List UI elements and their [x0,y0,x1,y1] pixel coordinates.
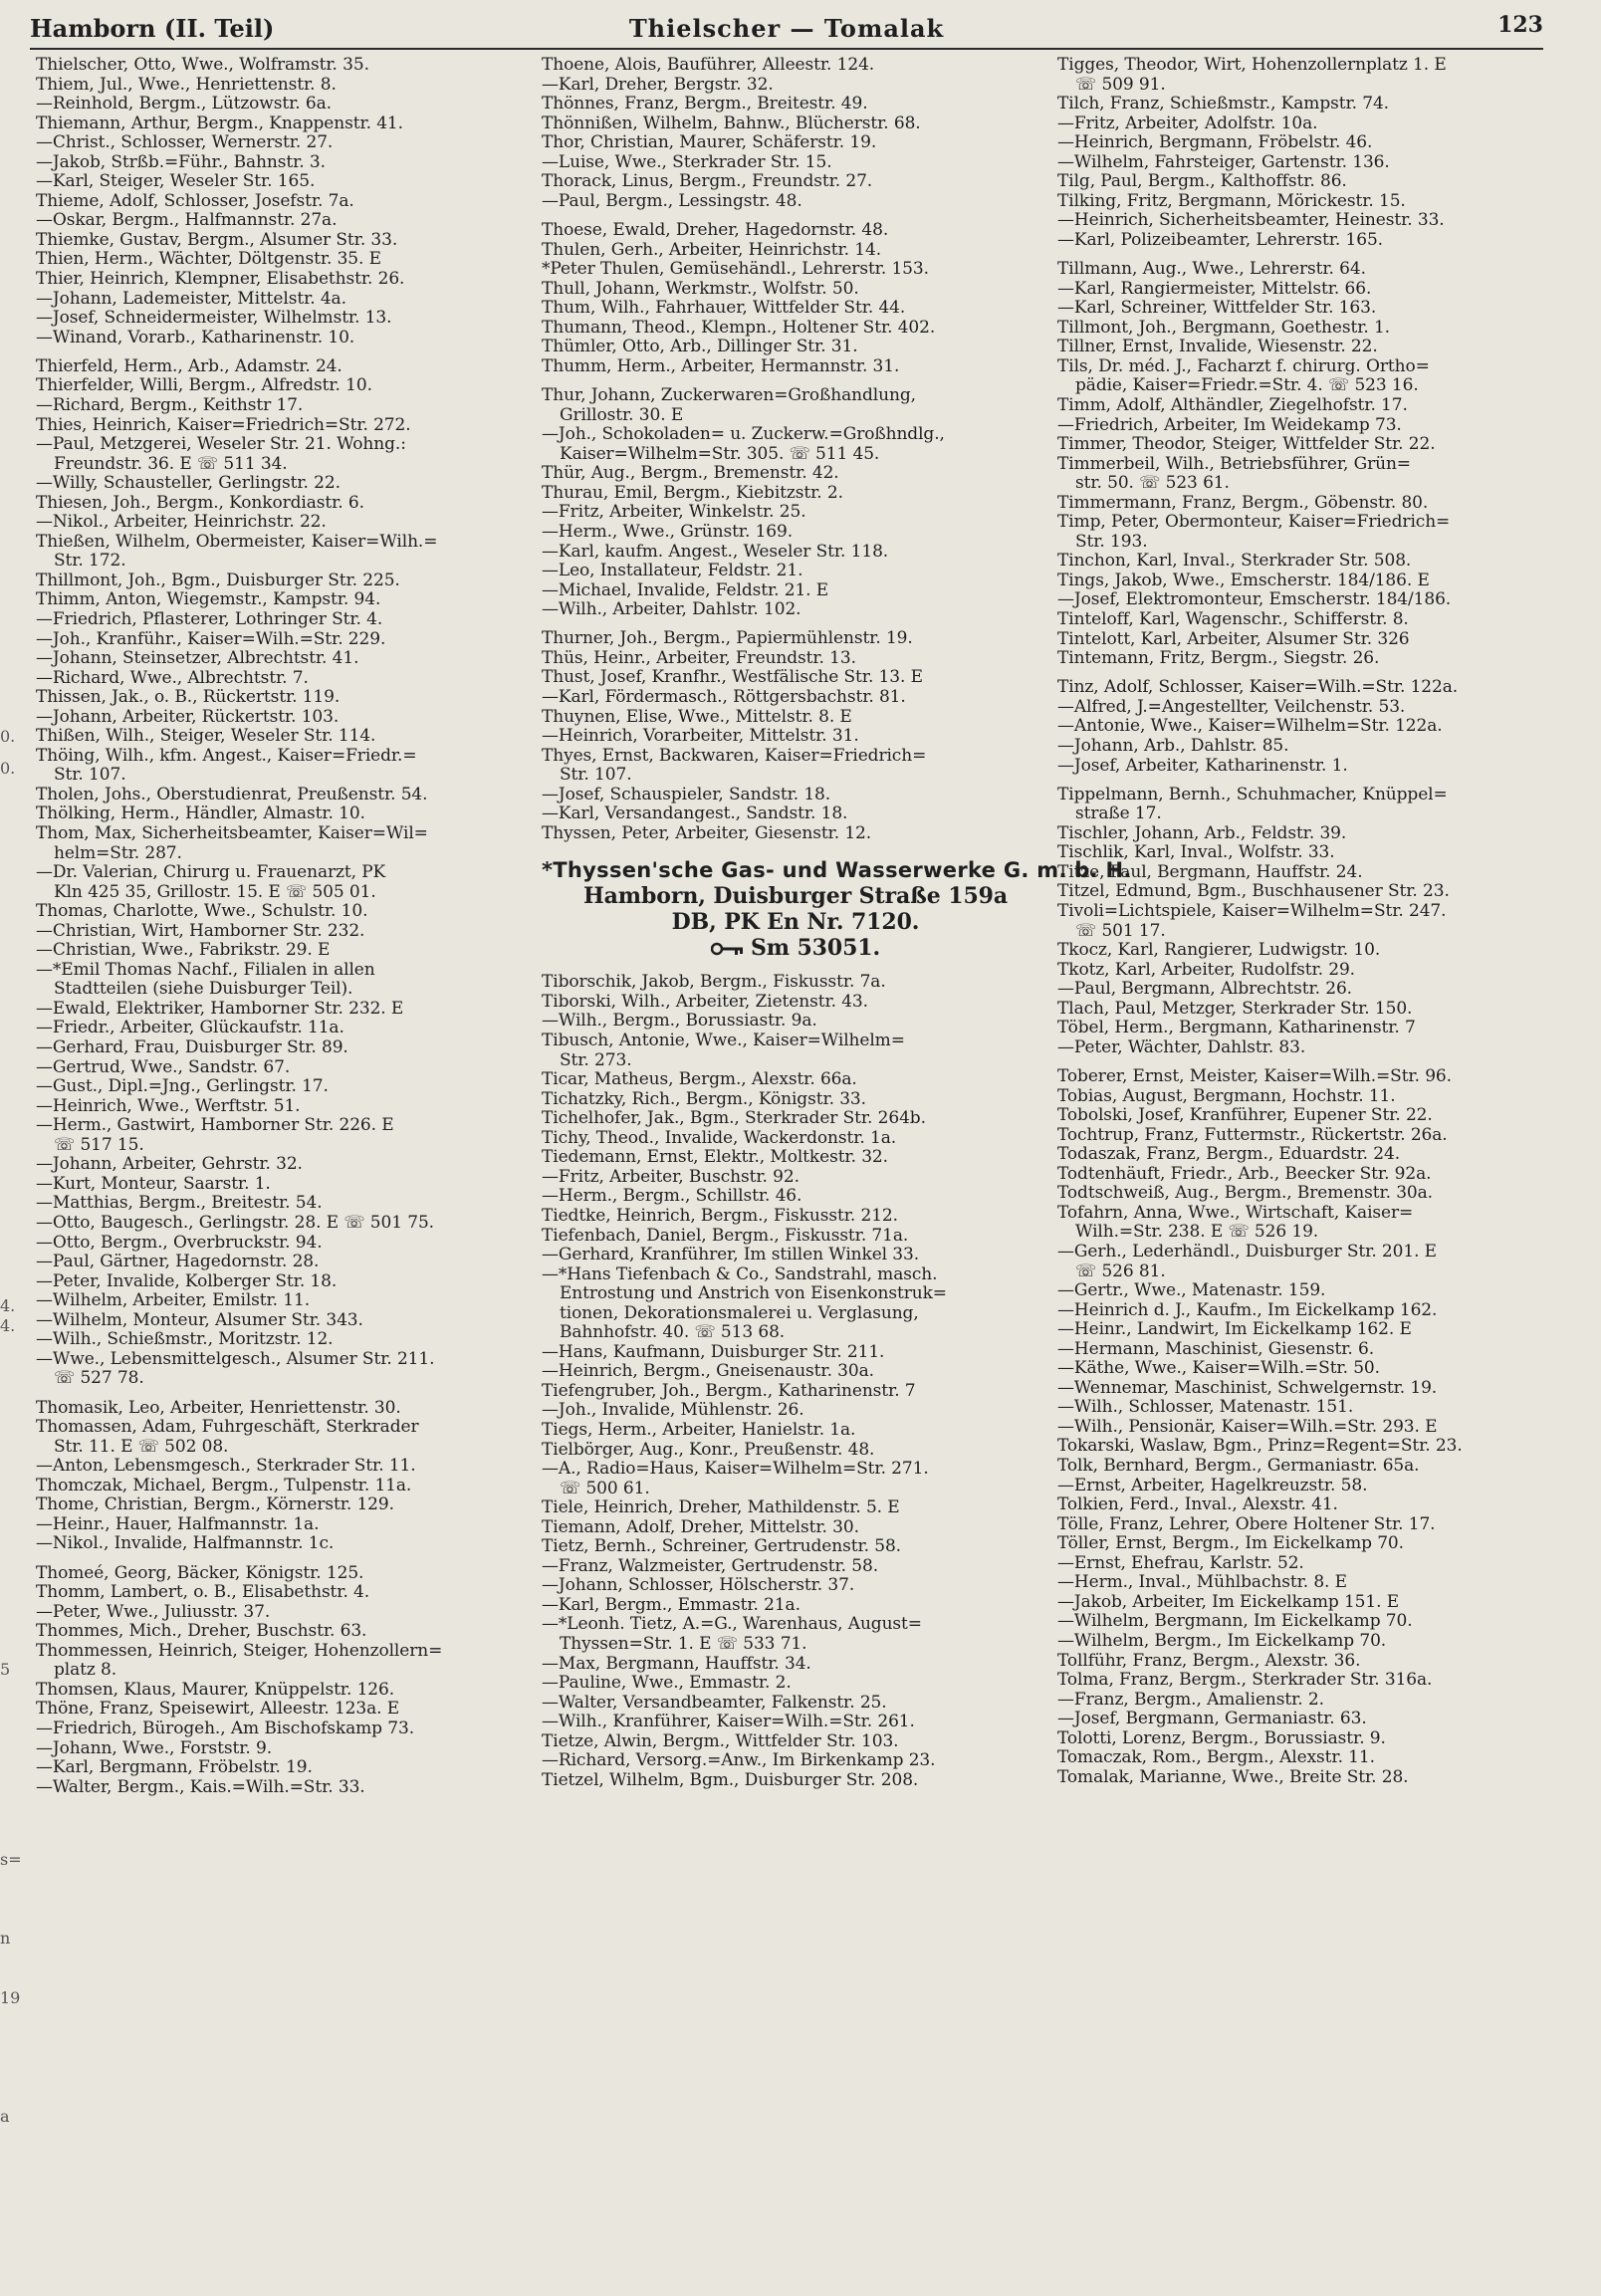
directory-entry: —Wwe., Lebensmittelgesch., Alsumer Str. 211. [36,1349,435,1369]
directory-entry: Thießen, Wilhelm, Obermeister, Kaiser=Wilh.= [36,532,438,552]
entry-spacer [36,1389,524,1399]
directory-entry: Tischlik, Karl, Inval., Wolfstr. 33. [1057,843,1335,863]
directory-entry: Thierfelder, Willi, Bergm., Alfredstr. 10. [36,376,372,396]
directory-entry-continuation: Grillostr. 30. E [560,405,684,425]
edge-mark: 4. [0,1296,16,1315]
directory-entry: Timmermann, Franz, Bergm., Göbenstr. 80. [1057,493,1429,513]
directory-entry: Thumann, Theod., Klempn., Holtener Str. 402. [542,318,936,338]
directory-entry: Thümler, Otto, Arb., Dillinger Str. 31. [542,338,858,357]
entry-spacer [542,620,1049,630]
directory-entry: —Johann, Steinsetzer, Albrechtstr. 41. [36,649,359,669]
advertisement-phone: Sm 53051. [750,935,881,962]
directory-entry: —Karl, Bergmann, Fröbelstr. 19. [36,1758,313,1778]
directory-entry: Töbel, Herm., Bergmann, Katharinenstr. 7 [1057,1019,1416,1038]
directory-entry: —Oskar, Bergm., Halfmannstr. 27a. [36,211,338,231]
directory-entry: —Paul, Bergmann, Albrechtstr. 26. [1057,980,1352,1000]
directory-entry: Tils, Dr. méd. J., Facharzt f. chirurg. Ortho= [1057,356,1430,376]
directory-entry-continuation: Str. 193. [1075,532,1148,552]
directory-entry: —Johann, Wwe., Forststr. 9. [36,1738,273,1758]
directory-entry: Tichatzky, Rich., Bergm., Königstr. 33. [542,1089,866,1109]
directory-entry: —Paul, Bergm., Lessingstr. 48. [542,191,802,211]
directory-entry: —Heinrich, Bergm., Gneisenaustr. 30a. [542,1362,874,1382]
directory-entry: Tiborschik, Jakob, Bergm., Fiskusstr. 7a. [542,973,886,993]
directory-entry: —Heinrich, Wwe., Werftstr. 51. [36,1096,301,1116]
directory-entry: Thöne, Franz, Speisewirt, Alleestr. 123a. E [36,1700,400,1720]
directory-entry: —Fritz, Arbeiter, Winkelstr. 25. [542,503,806,523]
directory-entry-continuation: Str. 172. [54,552,126,572]
directory-entry: Thumm, Herm., Arbeiter, Hermannstr. 31. [542,356,900,376]
directory-entry: —Walter, Bergm., Kais.=Wilh.=Str. 33. [36,1777,365,1797]
directory-entry: Thurner, Joh., Bergm., Papiermühlenstr. 19. [542,629,913,649]
directory-entry: —Richard, Versorg.=Anw., Im Birkenkamp 23. [542,1751,936,1771]
directory-entry: Tietz, Bernh., Schreiner, Gertrudenstr. 58. [542,1537,901,1557]
directory-entry: —Peter, Wwe., Juliusstr. 37. [36,1602,271,1622]
edge-mark: 19 [0,1988,21,2007]
directory-entry: —Wilhelm, Bergm., Im Eickelkamp 70. [1057,1631,1387,1651]
directory-entry: —Heinrich, Sicherheitsbeamter, Heinestr. 33. [1057,211,1445,231]
directory-entry: —Wilhelm, Monteur, Alsumer Str. 343. [36,1310,363,1330]
directory-entry: Thomm, Lambert, o. B., Elisabethstr. 4. [36,1583,370,1603]
directory-entry: Tings, Jakob, Wwe., Emscherstr. 184/186. E [1057,571,1430,590]
directory-entry: Thier, Heinrich, Klempner, Elisabethstr. 26. [36,270,405,290]
directory-entry: Thissen, Jak., o. B., Rückertstr. 119. [36,688,341,708]
directory-entry: Thurau, Emil, Bergm., Kiebitzstr. 2. [542,483,843,503]
directory-entry-continuation: Thyssen=Str. 1. E ☏ 533 71. [560,1634,807,1654]
directory-entry: Titzel, Edmund, Bgm., Buschhausener Str. 23. [1057,882,1450,902]
directory-entry: Thies, Heinrich, Kaiser=Friedrich=Str. 272. [36,415,411,435]
directory-entry: —Friedrich, Arbeiter, Im Weidekamp 73. [1057,415,1402,435]
directory-entry: Timmer, Theodor, Steiger, Wittfelder Str. 22. [1057,435,1436,455]
directory-entry: *Peter Thulen, Gemüsehändl., Lehrerstr. 153. [542,260,929,280]
directory-entry: —Karl, Bergm., Emmastr. 21a. [542,1595,800,1615]
directory-entry: Thüs, Heinr., Arbeiter, Freundstr. 13. [542,648,856,668]
directory-entry-continuation: str. 50. ☏ 523 61. [1075,474,1230,494]
directory-entry: —Otto, Baugesch., Gerlingstr. 28. E ☏ 501 75. [36,1213,434,1233]
directory-entry: —Peter, Invalide, Kolberger Str. 18. [36,1271,338,1291]
edge-mark: n [0,1929,11,1948]
directory-entry: —Wennemar, Maschinist, Schwelgernstr. 19. [1057,1378,1438,1398]
directory-entry-continuation: Stadtteilen (siehe Duisburger Teil). [54,980,353,1000]
directory-entry: Tomaczak, Rom., Bergm., Alexstr. 11. [1057,1748,1375,1768]
directory-entry: Tolkien, Ferd., Inval., Alexstr. 41. [1057,1495,1338,1515]
directory-entry: Thommes, Mich., Dreher, Buschstr. 63. [36,1622,367,1642]
directory-entry-continuation: helm=Str. 287. [54,843,182,863]
directory-entry-continuation: ☏ 526 81. [1075,1262,1166,1281]
directory-entry: —Joh., Invalide, Mühlenstr. 26. [542,1401,804,1421]
entry-spacer [1057,669,1561,679]
directory-entry: Thuynen, Elise, Wwe., Mittelstr. 8. E [542,707,852,727]
directory-entry: Thomasik, Leo, Arbeiter, Henriettenstr. 30. [36,1398,401,1418]
directory-entry: —Matthias, Bergm., Breitestr. 54. [36,1194,323,1214]
directory-entry: Tivoli=Lichtspiele, Kaiser=Wilhelm=Str. 247. [1057,902,1447,922]
directory-column-1 [36,56,524,1797]
edge-mark: 0. [0,759,16,778]
directory-entry: Timp, Peter, Obermonteur, Kaiser=Friedrich= [1057,513,1451,533]
directory-entry: Tokarski, Waslaw, Bgm., Prinz=Regent=Str. 23. [1057,1437,1463,1457]
directory-entry: Tochtrup, Franz, Futtermstr., Rückertstr. 26a. [1057,1125,1448,1145]
directory-entry: Thöing, Wilh., kfm. Angest., Kaiser=Friedr.= [36,746,417,766]
directory-entry-continuation: straße 17. [1075,804,1162,824]
directory-entry: Thiemann, Arthur, Bergm., Knappenstr. 41. [36,114,403,133]
directory-entry: Thönnißen, Wilhelm, Bahnw., Blücherstr. 68. [542,114,921,133]
header-name-range: Thielscher — Tomalak [628,14,945,43]
directory-entry-continuation: ☏ 509 91. [1075,75,1166,95]
directory-entry: —Christ., Schlosser, Wernerstr. 27. [36,133,334,153]
directory-entry: —Nikol., Arbeiter, Heinrichstr. 22. [36,513,327,533]
directory-entry: Thyes, Ernst, Backwaren, Kaiser=Friedrich= [542,746,927,766]
directory-entry: —Heinrich, Bergmann, Fröbelstr. 46. [1057,133,1373,153]
directory-entry-continuation: Freundstr. 36. E ☏ 511 34. [54,454,288,474]
directory-entry: Timm, Adolf, Althändler, Ziegelhofstr. 17. [1057,395,1408,415]
directory-entry: —Karl, Schreiner, Wittfelder Str. 163. [1057,299,1377,319]
directory-entry: —Karl, Polizeibeamter, Lehrerstr. 165. [1057,230,1383,250]
directory-entry-continuation: Bahnhofstr. 40. ☏ 513 68. [560,1323,786,1343]
directory-entry-continuation: Str. 11. E ☏ 502 08. [54,1437,229,1457]
directory-entry: Tkotz, Karl, Arbeiter, Rudolfstr. 29. [1057,960,1355,980]
directory-entry: Tkocz, Karl, Rangierer, Ludwigstr. 10. [1057,941,1381,961]
directory-entry: Tofahrn, Anna, Wwe., Wirtschaft, Kaiser= [1057,1203,1414,1223]
edge-mark: a [0,2107,10,2126]
directory-entry: Ticar, Matheus, Bergm., Alexstr. 66a. [542,1070,857,1090]
directory-entry-continuation: Str. 107. [54,766,126,786]
directory-entry: —Wilhelm, Arbeiter, Emilstr. 11. [36,1291,311,1311]
directory-entry: Tiedemann, Ernst, Elektr., Moltkestr. 32. [542,1148,888,1168]
directory-entry-continuation: tionen, Dekorationsmalerei u. Verglasung, [560,1303,919,1323]
directory-entry: Tichy, Theod., Invalide, Wackerdonstr. 1a. [542,1128,897,1148]
directory-entry: Tippelmann, Bernh., Schuhmacher, Knüppel= [1057,785,1448,804]
directory-column-3 [1057,56,1561,1787]
directory-entry: Todaszak, Franz, Bergm., Eduardstr. 24. [1057,1145,1401,1165]
directory-entry: Thißen, Wilh., Steiger, Weseler Str. 114. [36,727,376,747]
directory-entry: —Karl, Rangiermeister, Mittelstr. 66. [1057,279,1372,299]
directory-entry: —Heinr., Landwirt, Im Eickelkamp 162. E [1057,1320,1412,1340]
directory-entry: Todtenhäuft, Friedr., Arb., Beecker Str. 92a. [1057,1164,1432,1184]
directory-entry: —Richard, Wwe., Albrechtstr. 7. [36,668,309,688]
directory-entry: Tlach, Paul, Metzger, Sterkrader Str. 150. [1057,999,1413,1019]
directory-entry-continuation: Str. 107. [560,766,632,786]
directory-entry: —Karl, kaufm. Angest., Weseler Str. 118. [542,542,889,562]
directory-entry: —Luise, Wwe., Sterkrader Str. 15. [542,152,832,172]
directory-entry: Tietzel, Wilhelm, Bgm., Duisburger Str. 208. [542,1770,919,1790]
column-2-upper-entries [542,56,1049,843]
directory-entry: Tiefengruber, Joh., Bergm., Katharinenstr. 7 [542,1381,916,1401]
directory-entry: Tölle, Franz, Lehrer, Obere Holtener Str. 17. [1057,1514,1436,1534]
directory-entry: Tobias, August, Bergmann, Hochstr. 11. [1057,1086,1396,1106]
directory-entry: Tobolski, Josef, Kranführer, Eupener Str. 22. [1057,1106,1433,1126]
directory-entry: —Hermann, Maschinist, Giesenstr. 6. [1057,1339,1375,1359]
column-2-lower-entries [542,973,1049,1790]
directory-entry: —Wilh., Kranführer, Kaiser=Wilh.=Str. 261. [542,1713,915,1732]
directory-entry: —Heinr., Hauer, Halfmannstr. 1a. [36,1514,320,1534]
directory-entry: —Karl, Dreher, Bergstr. 32. [542,75,774,95]
directory-entry: —Gerhard, Kranführer, Im stillen Winkel 33. [542,1246,920,1265]
directory-entry: —Peter, Wächter, Dahlstr. 83. [1057,1037,1306,1057]
directory-entry: —Herm., Bergm., Schillstr. 46. [542,1187,802,1207]
edge-mark: 5 [0,1660,11,1679]
directory-entry: Tollführ, Franz, Bergm., Alexstr. 36. [1057,1651,1361,1671]
directory-entry: Todtschweiß, Aug., Bergm., Bremenstr. 30a. [1057,1184,1433,1204]
directory-entry: —Wilh., Schlosser, Matenastr. 151. [1057,1398,1354,1418]
directory-entry: —Gerhard, Frau, Duisburger Str. 89. [36,1038,348,1058]
directory-entry: —Karl, Versandangest., Sandstr. 18. [542,804,848,824]
directory-entry: —Ernst, Arbeiter, Hagelkreuzstr. 58. [1057,1476,1368,1495]
directory-entry: Tholen, Johs., Oberstudienrat, Preußenstr. 54. [36,785,428,804]
directory-entry: Thust, Josef, Kranfhr., Westfälische Str. 13. E [542,668,923,688]
directory-entry: —Joh., Schokoladen= u. Zuckerw.=Großhndlg., [542,425,945,445]
directory-entry: Tischler, Johann, Arb., Feldstr. 39. [1057,823,1347,843]
directory-entry: Thoese, Ewald, Dreher, Hagedornstr. 48. [542,221,889,241]
directory-entry: —Josef, Bergmann, Germaniastr. 63. [1057,1710,1367,1729]
directory-entry: Thomsen, Klaus, Maurer, Knüppelstr. 126. [36,1680,395,1700]
directory-entry: —Fritz, Arbeiter, Adolfstr. 10a. [1057,114,1318,133]
directory-entry-continuation: platz 8. [54,1661,117,1681]
directory-entry: Thür, Aug., Bergm., Bremenstr. 42. [542,464,839,484]
directory-entry: —Paul, Metzgerei, Weseler Str. 21. Wohng.: [36,435,406,455]
directory-entry: Thimm, Anton, Wiegemstr., Kampstr. 94. [36,590,381,610]
directory-entry: Thieme, Adolf, Schlosser, Josefstr. 7a. [36,191,354,211]
advertisement-contact: DB, PK En Nr. 7120. [671,909,920,936]
directory-entry: —Willy, Schausteller, Gerlingstr. 22. [36,474,341,494]
directory-entry: Tilg, Paul, Bergm., Kalthoffstr. 86. [1057,172,1347,192]
directory-entry: —Antonie, Wwe., Kaiser=Wilhelm=Str. 122a. [1057,717,1443,737]
telephone-key-icon [711,942,745,956]
directory-entry-continuation: ☏ 517 15. [54,1135,144,1155]
left-edge-marks [0,0,22,2296]
directory-entry: Thölking, Herm., Händler, Almastr. 10. [36,804,365,824]
directory-entry: —Josef, Arbeiter, Katharinenstr. 1. [1057,756,1348,776]
directory-entry: —Max, Bergmann, Hauffstr. 34. [542,1654,811,1674]
directory-entry: —Ewald, Elektriker, Hamborner Str. 232. E [36,999,404,1019]
directory-entry: Tolma, Franz, Bergm., Sterkrader Str. 316a. [1057,1671,1433,1691]
directory-entry-continuation: pädie, Kaiser=Friedr.=Str. 4. ☏ 523 16. [1075,376,1419,396]
edge-mark: 0. [0,727,16,746]
directory-entry-continuation: ☏ 527 78. [54,1369,144,1389]
directory-entry: —Reinhold, Bergm., Lützowstr. 6a. [36,95,332,115]
directory-entry: Timmerbeil, Wilh., Betriebsführer, Grün= [1057,454,1411,474]
directory-entry: —*Leonh. Tietz, A.=G., Warenhaus, August= [542,1615,922,1635]
directory-entry: —Jakob, Strßb.=Führ., Bahnstr. 3. [36,152,326,172]
directory-entry: Tiegs, Herm., Arbeiter, Hanielstr. 1a. [542,1420,856,1440]
directory-entry: —Josef, Elektromonteur, Emscherstr. 184/186. [1057,590,1452,610]
directory-entry: Tietze, Alwin, Bergm., Wittfelder Str. 103. [542,1731,899,1751]
directory-entry: —Johann, Lademeister, Mittelstr. 4a. [36,289,346,309]
directory-entry: —Heinrich d. J., Kaufm., Im Eickelkamp 162. [1057,1300,1438,1320]
directory-entry: —Wilh., Schießmstr., Moritzstr. 12. [36,1330,334,1350]
directory-entry: —Karl, Fördermasch., Röttgersbachstr. 81. [542,688,906,708]
advertisement-address: Hamborn, Duisburger Straße 159a [582,883,1009,910]
directory-entry: Thyssen, Peter, Arbeiter, Giesenstr. 12. [542,823,872,843]
directory-entry: Thom, Max, Sicherheitsbeamter, Kaiser=Wil= [36,824,428,844]
directory-entry: —Alfred, J.=Angestellter, Veilchenstr. 53. [1057,697,1406,717]
directory-entry: —Paul, Gärtner, Hagedornstr. 28. [36,1253,320,1272]
directory-entry: Thomeé, Georg, Bäcker, Königstr. 125. [36,1563,364,1583]
directory-entry: Thiesen, Joh., Bergm., Konkordiastr. 6. [36,493,364,513]
directory-entry: Thome, Christian, Bergm., Körnerstr. 129. [36,1495,394,1515]
directory-entry-continuation: Kln 425 35, Grillostr. 15. E ☏ 505 01. [54,882,376,902]
directory-entry: Thiemke, Gustav, Bergm., Alsumer Str. 33. [36,230,398,250]
directory-entry: —Ernst, Ehefrau, Karlstr. 52. [1057,1553,1304,1573]
directory-entry: —Walter, Versandbeamter, Falkenstr. 25. [542,1693,887,1713]
directory-entry: Tiefenbach, Daniel, Bergm., Fiskusstr. 71a. [542,1226,909,1246]
directory-entry: Tiele, Heinrich, Dreher, Mathildenstr. 5. E [542,1498,900,1518]
directory-entry: —Käthe, Wwe., Kaiser=Wilh.=Str. 50. [1057,1359,1380,1379]
directory-entry: —Friedrich, Pflasterer, Lothringer Str. 4. [36,610,383,629]
directory-entry: —Joh., Kranführ., Kaiser=Wilh.=Str. 229. [36,629,386,649]
directory-entry: Tolk, Bernhard, Bergm., Germaniastr. 65a. [1057,1457,1420,1477]
page-number: 123 [1497,12,1543,38]
directory-entry: Tigges, Theodor, Wirt, Hohenzollernplatz 1. E [1057,56,1447,75]
directory-entry: Thum, Wilh., Fahrhauer, Wittfelder Str. 44. [542,299,906,319]
directory-entry: —Herm., Inval., Mühlbachstr. 8. E [1057,1573,1347,1593]
directory-entry: —Kurt, Monteur, Saarstr. 1. [36,1174,271,1194]
directory-entry: —Richard, Bergm., Keithstr 17. [36,395,304,415]
directory-entry: —Otto, Bergm., Overbruckstr. 94. [36,1233,323,1253]
directory-entry: —Karl, Steiger, Weseler Str. 165. [36,172,316,192]
directory-entry: —Fritz, Arbeiter, Buschstr. 92. [542,1167,800,1187]
entry-spacer [36,1554,524,1564]
directory-entry: —Hans, Kaufmann, Duisburger Str. 211. [542,1342,885,1362]
directory-entry: Thien, Herm., Wächter, Döltgenstr. 35. E [36,250,381,270]
directory-entry: —Herm., Gastwirt, Hamborner Str. 226. E [36,1116,394,1136]
directory-entry: Tiedtke, Heinrich, Bergm., Fiskusstr. 212. [542,1206,898,1226]
directory-entry: —Gerh., Lederhändl., Duisburger Str. 201. E [1057,1243,1437,1263]
directory-entry: Thur, Johann, Zuckerwaren=Großhandlung, [542,386,916,406]
directory-entry: Tibusch, Antonie, Wwe., Kaiser=Wilhelm= [542,1032,905,1051]
directory-entry: —Friedr., Arbeiter, Glückaufstr. 11a. [36,1019,344,1038]
directory-entry-continuation: Entrostung und Anstrich von Eisenkonstruk= [560,1284,947,1304]
directory-entry: Tintemann, Fritz, Bergm., Siegstr. 26. [1057,649,1380,669]
directory-entry: —Josef, Schauspieler, Sandstr. 18. [542,785,831,804]
entry-spacer [542,376,1049,386]
directory-entry: Thönnes, Franz, Bergm., Breitestr. 49. [542,95,868,115]
directory-entry: —Wilhelm, Fahrsteiger, Gartenstr. 136. [1057,152,1390,172]
directory-entry: Tomalak, Marianne, Wwe., Breite Str. 28. [1057,1767,1409,1787]
directory-entry: Thielscher, Otto, Wwe., Wolframstr. 35. [36,56,369,75]
directory-entry: —Franz, Bergm., Amalienstr. 2. [1057,1690,1324,1710]
directory-entry: —Wilh., Arbeiter, Dahlstr. 102. [542,600,801,620]
directory-entry: —Winand, Vorarb., Katharinenstr. 10. [36,328,355,347]
directory-entry: Tillmont, Joh., Bergmann, Goethestr. 1. [1057,318,1390,338]
entry-spacer [1057,250,1561,260]
entry-spacer [1057,776,1561,786]
entry-spacer [36,347,524,357]
directory-entry: —Franz, Walzmeister, Gertrudenstr. 58. [542,1556,879,1576]
directory-entry: —*Hans Tiefenbach & Co., Sandstrahl, masch. [542,1264,938,1284]
edge-mark: s= [0,1850,22,1869]
directory-entry: Tillmann, Aug., Wwe., Lehrerstr. 64. [1057,260,1366,280]
directory-entry: —Herm., Wwe., Grünstr. 169. [542,522,794,542]
directory-entry: Thiem, Jul., Wwe., Henriettenstr. 8. [36,75,337,95]
directory-entry: —Friedrich, Bürogeh., Am Bischofskamp 73. [36,1720,415,1738]
directory-entry: —Heinrich, Vorarbeiter, Mittelstr. 31. [542,727,859,747]
directory-entry: Thierfeld, Herm., Arb., Adamstr. 24. [36,356,343,376]
directory-entry-continuation: Kaiser=Wilhelm=Str. 305. ☏ 511 45. [560,444,880,464]
directory-entry: —Johann, Arb., Dahlstr. 85. [1057,736,1289,756]
directory-entry: —Wilh., Bergm., Borussiastr. 9a. [542,1012,817,1032]
page-header [30,8,1543,50]
advertisement-title: *Thyssen'sche Gas- und Wasserwerke G. m. b. H. [542,858,1132,883]
directory-entry: —Josef, Schneidermeister, Wilhelmstr. 13. [36,309,392,329]
directory-entry: —Christian, Wwe., Fabrikstr. 29. E [36,941,331,961]
directory-entry: —Leo, Installateur, Feldstr. 21. [542,562,803,581]
directory-entry: Tielbörger, Aug., Konr., Preußenstr. 48. [542,1440,875,1460]
directory-entry: Tichelhofer, Jak., Bgm., Sterkrader Str. 264b. [542,1109,926,1129]
directory-entry: Tinteloff, Karl, Wagenschr., Schifferstr. 8. [1057,610,1409,629]
directory-entry: Thulen, Gerh., Arbeiter, Heinrichstr. 14. [542,240,882,260]
directory-entry: Thommessen, Heinrich, Steiger, Hohenzollern= [36,1641,443,1661]
directory-entry: —Wilhelm, Bergmann, Im Eickelkamp 70. [1057,1612,1413,1632]
directory-entry: —Anton, Lebensmgesch., Sterkrader Str. 11. [36,1457,416,1477]
directory-entry: —Gust., Dipl.=Jng., Gerlingstr. 17. [36,1077,329,1097]
edge-mark: 4. [0,1316,16,1335]
directory-entry-continuation: Wilh.=Str. 238. E ☏ 526 19. [1075,1223,1319,1243]
directory-entry: Titze, Paul, Bergmann, Hauffstr. 24. [1057,862,1363,882]
directory-entry: Thillmont, Joh., Bgm., Duisburger Str. 225. [36,571,400,590]
directory-entry: Tillner, Ernst, Invalide, Wiesenstr. 22. [1057,338,1378,357]
directory-entry-continuation: ☏ 500 61. [560,1479,650,1498]
directory-entry: —Gertrud, Wwe., Sandstr. 67. [36,1057,291,1077]
directory-entry: —Johann, Arbeiter, Gehrstr. 32. [36,1155,303,1175]
directory-entry: —Dr. Valerian, Chirurg u. Frauenarzt, PK [36,863,386,883]
directory-entry-continuation: Str. 273. [560,1050,632,1070]
directory-entry: Töller, Ernst, Bergm., Im Eickelkamp 70. [1057,1534,1404,1554]
directory-entry: Tinchon, Karl, Inval., Sterkrader Str. 508. [1057,552,1412,572]
directory-entry: Tintelott, Karl, Arbeiter, Alsumer Str. 326 [1057,629,1410,649]
directory-entry: —Jakob, Arbeiter, Im Eickelkamp 151. E [1057,1592,1400,1612]
directory-entry: Tolotti, Lorenz, Bergm., Borussiastr. 9. [1057,1728,1386,1748]
directory-entry: Tilking, Fritz, Bergmann, Mörickestr. 15. [1057,191,1406,211]
directory-entry: —Christian, Wirt, Hamborner Str. 232. [36,921,365,941]
directory-entry: Thull, Johann, Werkmstr., Wolfstr. 50. [542,279,859,299]
directory-entry: Thomassen, Adam, Fuhrgeschäft, Sterkrader [36,1418,419,1438]
directory-entry: Tiborski, Wilh., Arbeiter, Zietenstr. 43. [542,992,868,1012]
entry-spacer [1057,1057,1561,1067]
directory-entry: Tilch, Franz, Schießmstr., Kampstr. 74. [1057,95,1389,115]
directory-entry: Tinz, Adolf, Schlosser, Kaiser=Wilh.=Str. 122a. [1057,678,1459,698]
header-section-title: Hamborn (II. Teil) [30,14,275,43]
directory-entry: —Nikol., Invalide, Halfmannstr. 1c. [36,1534,335,1554]
directory-entry: —Wilh., Pensionär, Kaiser=Wilh.=Str. 293. E [1057,1417,1438,1437]
directory-entry: —Michael, Invalide, Feldstr. 21. E [542,580,829,600]
directory-entry: Thoene, Alois, Bauführer, Alleestr. 124. [542,56,875,75]
directory-entry: Toberer, Ernst, Meister, Kaiser=Wilh.=Str. 96. [1057,1067,1452,1087]
directory-entry: Tiemann, Adolf, Dreher, Mittelstr. 30. [542,1517,859,1537]
directory-entry: —Johann, Arbeiter, Rückertstr. 103. [36,707,340,727]
directory-entry: —*Emil Thomas Nachf., Filialen in allen [36,960,375,980]
directory-entry: Thorack, Linus, Bergm., Freundstr. 27. [542,172,873,192]
directory-entry: Thomas, Charlotte, Wwe., Schulstr. 10. [36,902,368,922]
entry-spacer [542,211,1049,221]
directory-entry-continuation: ☏ 501 17. [1075,921,1166,941]
directory-entry: —A., Radio=Haus, Kaiser=Wilhelm=Str. 271. [542,1460,929,1480]
directory-entry: —Pauline, Wwe., Emmastr. 2. [542,1674,792,1694]
directory-entry: Thomczak, Michael, Bergm., Tulpenstr. 11a. [36,1476,412,1495]
advertisement-phone-row [542,935,1049,961]
directory-entry: —Johann, Schlosser, Hölscherstr. 37. [542,1576,855,1596]
directory-entry: —Gertr., Wwe., Matenastr. 159. [1057,1281,1326,1301]
directory-entry: Thor, Christian, Maurer, Schäferstr. 19. [542,133,877,153]
